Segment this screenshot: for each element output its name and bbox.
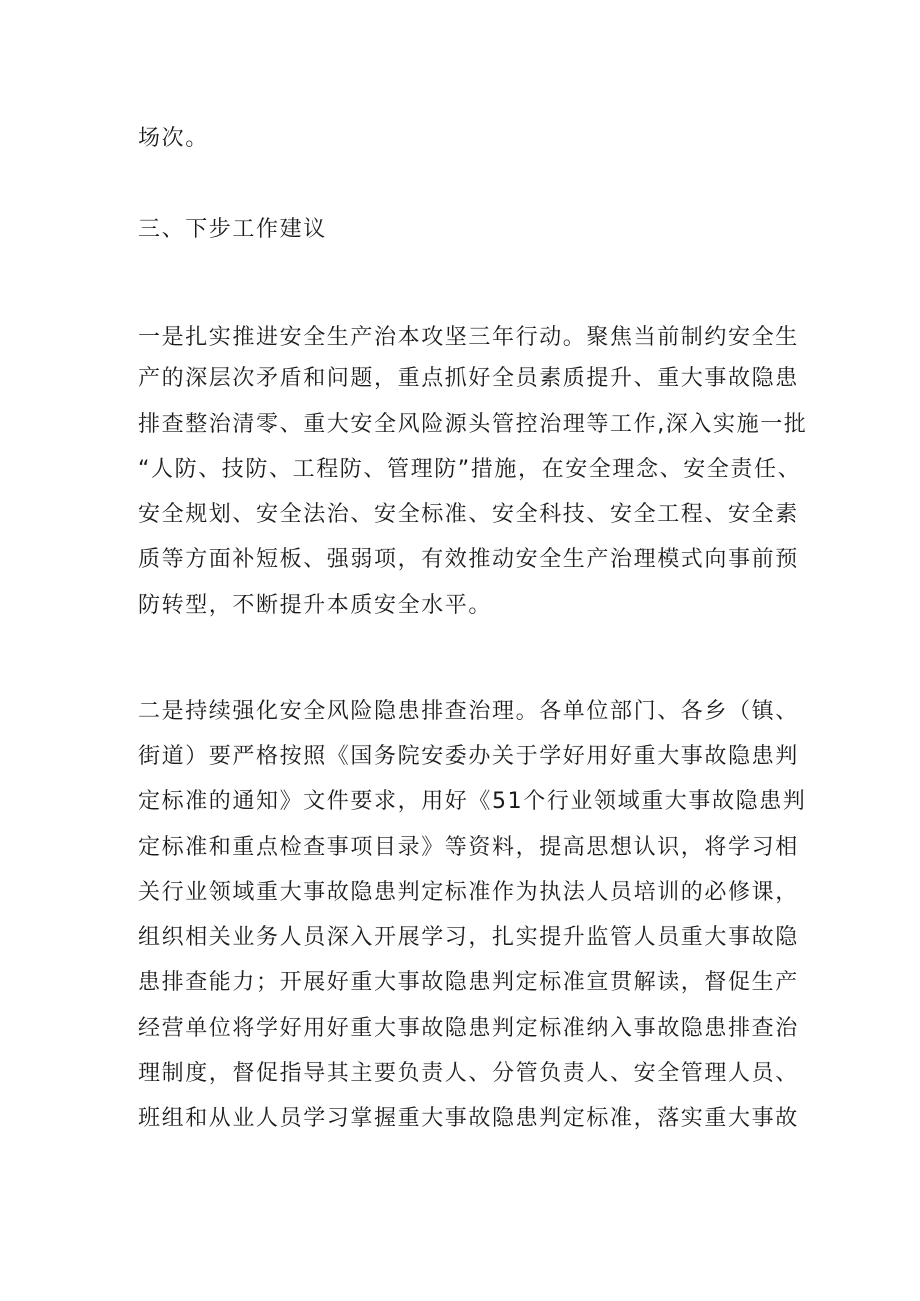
paragraph-1-line-7: 防转型，不断提升本质安全水平。 [138,593,493,618]
paragraph-2-line-8: 经营单位将学好用好重大事故隐患判定标准纳入事故隐患排查治 [138,1016,799,1041]
paragraph-2-line-2: 街道）要严格按照《国务院安委办关于学好用好重大事故隐患判 [138,744,799,769]
paragraph-1-line-6: 质等方面补短板、强弱项，有效推动安全生产治理模式向事前预 [138,547,799,572]
paragraph-1-line-4: “人防、技防、工程防、管理防”措施，在安全理念、安全责任、 [138,457,802,482]
paragraph-2-line-6: 组织相关业务人员深入开展学习，扎实提升监管人员重大事故隐 [138,925,799,950]
paragraph-1-line-3: 排查整治清零、重大安全风险源头管控治理等工作,深入实施一批 [138,412,808,437]
paragraph-2-line-3: 定标准的通知》文件要求，用好《51个行业领域重大事故隐患判 [138,789,807,814]
paragraph-2-line-5: 关行业领域重大事故隐患判定标准作为执法人员培训的必修课， [138,880,799,905]
paragraph-2-line-10: 班组和从业人员学习掌握重大事故隐患判定标准，落实重大事故 [138,1106,799,1131]
paragraph-1-line-2: 产的深层次矛盾和问题，重点抓好全员素质提升、重大事故隐患 [138,366,799,391]
paragraph-2-line-9: 理制度，督促指导其主要负责人、分管负责人、安全管理人员、 [138,1061,799,1086]
paragraph-2-line-7: 患排查能力；开展好重大事故隐患判定标准宣贯解读，督促生产 [138,970,799,995]
paragraph-2-line-4: 定标准和重点检查事项目录》等资料，提高思想认识，将学习相 [138,835,799,860]
paragraph-1-line-1: 一是扎实推进安全生产治本攻坚三年行动。聚焦当前制约安全生 [138,325,799,350]
paragraph-end-line: 场次。 [138,126,209,151]
paragraph-2-line-1: 二是持续强化安全风险隐患排查治理。各单位部门、各乡（镇、 [138,699,799,724]
section-heading: 三、下步工作建议 [138,217,327,242]
paragraph-1-line-5: 安全规划、安全法治、安全标准、安全科技、安全工程、安全素 [138,502,799,527]
